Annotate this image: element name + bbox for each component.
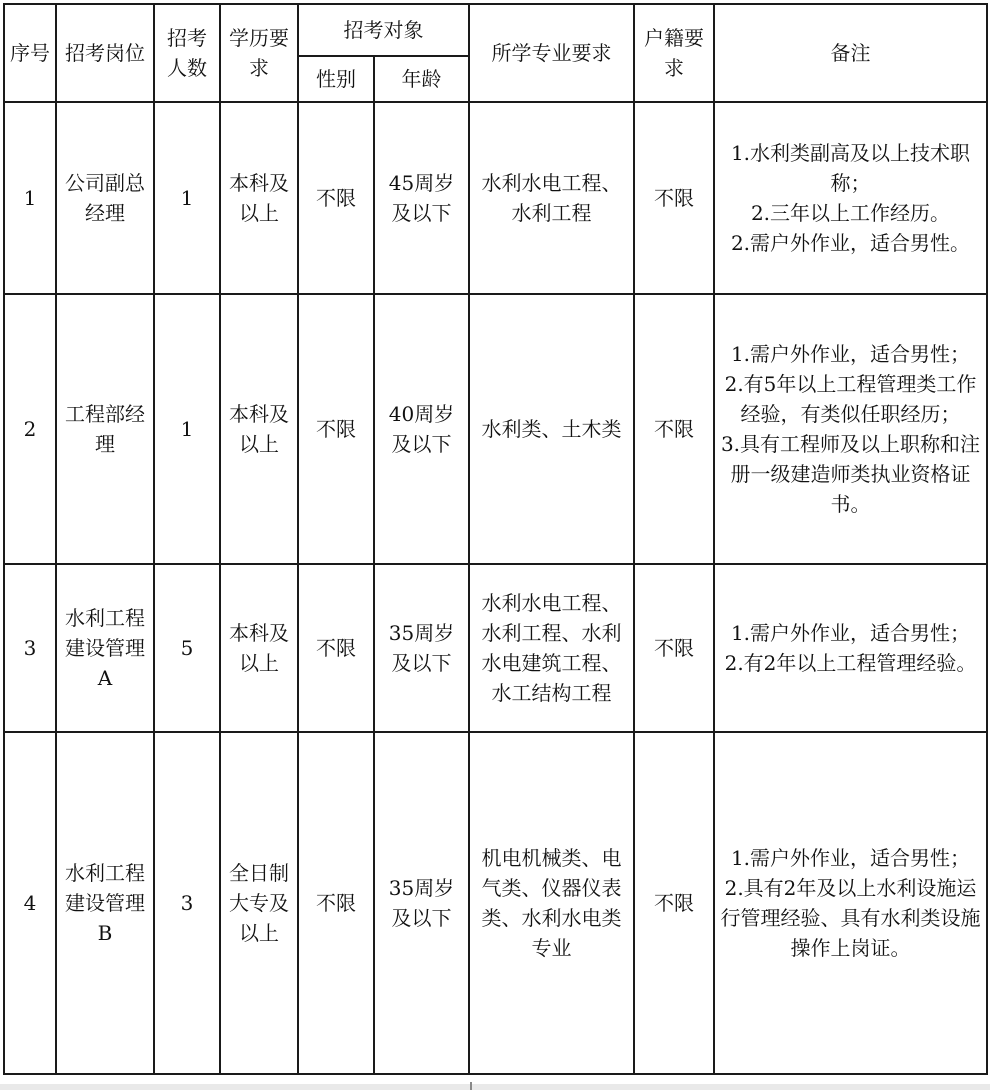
cell-position: 工程部经理 [56,294,154,564]
page-bottom-divider [470,1082,472,1090]
header-household: 户籍要求 [634,4,714,102]
header-education: 学历要求 [220,4,298,102]
cell-age: 45周岁及以下 [374,102,469,294]
cell-education: 本科及以上 [220,294,298,564]
cell-age: 35周岁及以下 [374,564,469,732]
header-seq: 序号 [4,4,56,102]
note-line: 2.具有2年及以上水利设施运行管理经验、具有水利类设施操作上岗证。 [720,876,981,960]
note-line: 2.有5年以上工程管理类工作经验，有类似任职经历； [724,372,977,426]
cell-count: 1 [154,102,220,294]
cell-education: 本科及以上 [220,102,298,294]
cell-count: 5 [154,564,220,732]
header-target: 招考对象 [298,4,469,56]
cell-major: 机电机械类、电气类、仪器仪表类、水利水电类专业 [469,732,634,1074]
header-count: 招考人数 [154,4,220,102]
recruitment-table-wrapper [3,3,988,1075]
cell-education: 本科及以上 [220,564,298,732]
cell-count: 1 [154,294,220,564]
cell-household: 不限 [634,564,714,732]
note-line: 1.水利类副高及以上技术职称； [730,141,971,195]
table-row [4,732,987,1074]
cell-gender: 不限 [298,294,374,564]
page-bottom-edge [0,1084,990,1090]
cell-position: 水利工程建设管理B [56,732,154,1074]
header-notes: 备注 [714,4,987,102]
cell-gender: 不限 [298,102,374,294]
note-line: 3.具有工程师及以上职称和注册一级建造师类执业资格证书。 [720,432,981,516]
cell-position: 水利工程建设管理A [56,564,154,732]
cell-count: 3 [154,732,220,1074]
cell-notes [714,732,987,1074]
cell-major: 水利水电工程、水利工程、水利水电建筑工程、水工结构工程 [469,564,634,732]
header-gender: 性别 [298,56,374,102]
note-line: 2.三年以上工作经历。 [750,201,951,225]
note-line: 2.需户外作业，适合男性。 [730,231,971,255]
table-row [4,294,987,564]
note-line: 1.需户外作业，适合男性； [730,621,971,645]
cell-gender: 不限 [298,564,374,732]
header-age: 年龄 [374,56,469,102]
cell-notes [714,564,987,732]
cell-household: 不限 [634,102,714,294]
cell-major: 水利水电工程、水利工程 [469,102,634,294]
table-row [4,564,987,732]
cell-gender: 不限 [298,732,374,1074]
cell-seq: 2 [4,294,56,564]
cell-seq: 4 [4,732,56,1074]
cell-notes [714,102,987,294]
header-position: 招考岗位 [56,4,154,102]
cell-seq: 3 [4,564,56,732]
cell-age: 40周岁及以下 [374,294,469,564]
cell-seq: 1 [4,102,56,294]
note-line: 1.需户外作业，适合男性； [730,342,971,366]
cell-household: 不限 [634,732,714,1074]
note-line: 1.需户外作业，适合男性； [730,846,971,870]
cell-age: 35周岁及以下 [374,732,469,1074]
header-major: 所学专业要求 [469,4,634,102]
header-row-top [4,4,987,56]
cell-household: 不限 [634,294,714,564]
note-line: 2.有2年以上工程管理经验。 [724,651,977,675]
table-row [4,102,987,294]
cell-notes [714,294,987,564]
recruitment-table [3,3,988,1075]
cell-education: 全日制大专及以上 [220,732,298,1074]
cell-major: 水利类、土木类 [469,294,634,564]
cell-position: 公司副总经理 [56,102,154,294]
